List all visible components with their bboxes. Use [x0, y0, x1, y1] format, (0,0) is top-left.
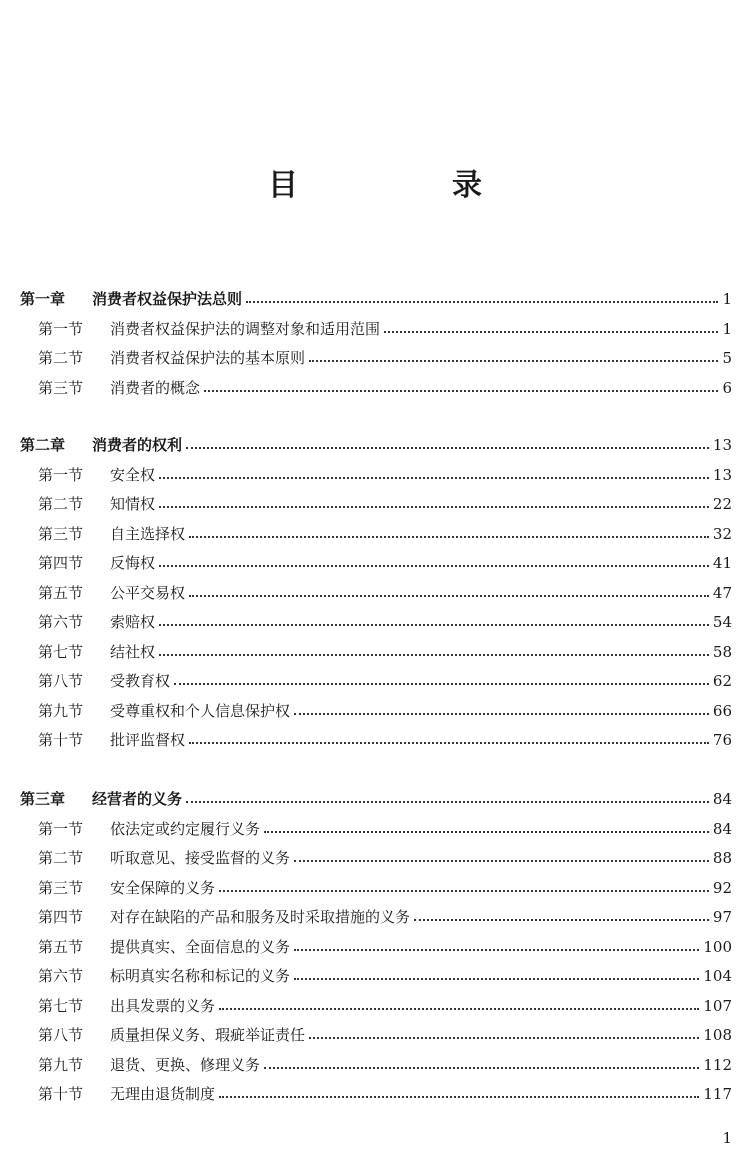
dot-leader — [189, 536, 709, 538]
dot-leader — [309, 1037, 699, 1039]
section-entry[interactable] — [38, 728, 732, 750]
chapter-number: 第二章 — [20, 436, 66, 454]
section-page-number: 97 — [712, 908, 732, 926]
section-page-number: 58 — [712, 642, 732, 661]
section-entry[interactable] — [38, 1023, 732, 1045]
section-entry[interactable] — [38, 551, 732, 573]
section-title: 消费者权益保护法的调整对象和适用范围 — [110, 319, 381, 338]
section-number: 第三节 — [38, 378, 84, 397]
section-entry[interactable] — [38, 669, 732, 691]
section-entry[interactable] — [38, 935, 732, 957]
section-number: 第五节 — [38, 937, 84, 956]
section-entry[interactable] — [38, 817, 732, 839]
section-page-number: 104 — [703, 967, 732, 985]
dot-leader — [219, 890, 709, 892]
chapter-number: 第一章 — [20, 290, 66, 308]
section-number: 第四节 — [38, 908, 84, 926]
section-entry[interactable] — [38, 317, 732, 339]
section-number: 第二节 — [38, 495, 84, 513]
dot-leader — [186, 447, 709, 449]
chapter-number: 第三章 — [20, 790, 66, 808]
section-entry[interactable] — [38, 376, 732, 398]
section-entry[interactable] — [38, 346, 732, 368]
section-page-number: 41 — [712, 554, 732, 572]
section-number: 第十节 — [38, 731, 84, 749]
section-number: 第九节 — [38, 1055, 84, 1074]
section-title: 提供真实、全面信息的义务 — [110, 937, 291, 956]
dot-leader — [174, 683, 709, 685]
section-number: 第一节 — [38, 319, 84, 338]
chapter-entry[interactable] — [20, 287, 732, 309]
section-page-number: 13 — [712, 465, 732, 484]
chapter-title: 消费者的权利 — [92, 436, 183, 454]
chapter-page-number: 84 — [712, 790, 732, 808]
section-entry[interactable] — [38, 964, 732, 986]
section-page-number: 84 — [712, 819, 732, 838]
section-page-number: 47 — [712, 583, 732, 602]
chapter-title: 消费者权益保护法总则 — [92, 290, 243, 308]
section-number: 第六节 — [38, 613, 84, 631]
section-page-number: 6 — [722, 378, 732, 397]
section-page-number: 108 — [703, 1026, 732, 1044]
section-page-number: 117 — [703, 1085, 732, 1103]
dot-leader — [186, 801, 709, 803]
section-title: 自主选择权 — [110, 524, 186, 543]
section-number: 第二节 — [38, 849, 84, 867]
section-title: 安全保障的义务 — [110, 878, 216, 897]
dot-leader — [294, 949, 699, 951]
section-title: 标明真实名称和标记的义务 — [110, 967, 291, 985]
dot-leader — [159, 477, 709, 479]
dot-leader — [264, 1067, 699, 1069]
section-entry[interactable] — [38, 581, 732, 603]
section-entry[interactable] — [38, 905, 732, 927]
section-title: 受教育权 — [110, 672, 171, 690]
section-entry[interactable] — [38, 699, 732, 721]
dot-leader — [219, 1008, 699, 1010]
dot-leader — [204, 390, 718, 392]
section-title: 出具发票的义务 — [110, 996, 216, 1015]
dot-leader — [294, 713, 709, 715]
section-page-number: 92 — [712, 878, 732, 897]
section-page-number: 5 — [722, 349, 732, 367]
dot-leader — [159, 624, 709, 626]
chapter-page-number: 13 — [712, 436, 732, 454]
section-number: 第一节 — [38, 819, 84, 838]
section-number: 第三节 — [38, 524, 84, 543]
section-entry[interactable] — [38, 610, 732, 632]
chapter-entry[interactable] — [20, 787, 732, 809]
section-page-number: 88 — [712, 849, 732, 867]
section-number: 第七节 — [38, 996, 84, 1015]
page-number: 1 — [722, 1129, 732, 1147]
section-page-number: 32 — [712, 524, 732, 543]
section-title: 退货、更换、修理义务 — [110, 1055, 261, 1074]
section-page-number: 100 — [703, 937, 732, 956]
section-number: 第八节 — [38, 672, 84, 690]
section-entry[interactable] — [38, 994, 732, 1016]
section-title: 公平交易权 — [110, 583, 186, 602]
section-title: 消费者的概念 — [110, 378, 201, 397]
dot-leader — [384, 331, 718, 333]
section-title: 无理由退货制度 — [110, 1085, 216, 1103]
chapter-entry[interactable] — [20, 433, 732, 455]
section-number: 第九节 — [38, 701, 84, 720]
section-number: 第六节 — [38, 967, 84, 985]
dot-leader — [309, 360, 718, 362]
section-number: 第二节 — [38, 349, 84, 367]
section-page-number: 1 — [722, 319, 732, 338]
section-title: 结社权 — [110, 642, 156, 661]
dot-leader — [159, 506, 709, 508]
section-page-number: 22 — [712, 495, 732, 513]
section-title: 安全权 — [110, 465, 156, 484]
chapter-page-number: 1 — [722, 290, 732, 308]
section-page-number: 107 — [703, 996, 732, 1015]
section-title: 反悔权 — [110, 554, 156, 572]
section-page-number: 76 — [712, 731, 732, 749]
section-number: 第三节 — [38, 878, 84, 897]
section-entry[interactable] — [38, 1082, 732, 1104]
dot-leader — [414, 919, 709, 921]
section-page-number: 66 — [712, 701, 732, 720]
section-number: 第八节 — [38, 1026, 84, 1044]
section-title: 消费者权益保护法的基本原则 — [110, 349, 306, 367]
section-entry[interactable] — [38, 522, 732, 544]
section-number: 第五节 — [38, 583, 84, 602]
section-number: 第一节 — [38, 465, 84, 484]
section-number: 第四节 — [38, 554, 84, 572]
dot-leader — [264, 831, 709, 833]
section-title: 听取意见、接受监督的义务 — [110, 849, 291, 867]
dot-leader — [294, 978, 699, 980]
dot-leader — [219, 1096, 699, 1098]
section-entry[interactable] — [38, 876, 732, 898]
section-entry[interactable] — [38, 846, 732, 868]
section-entry[interactable] — [38, 640, 732, 662]
section-title: 索赔权 — [110, 613, 156, 631]
page-title: 目 录 — [268, 168, 544, 203]
section-entry[interactable] — [38, 492, 732, 514]
section-page-number: 62 — [712, 672, 732, 690]
section-title: 对存在缺陷的产品和服务及时采取措施的义务 — [110, 908, 411, 926]
section-page-number: 54 — [712, 613, 732, 631]
section-title: 质量担保义务、瑕疵举证责任 — [110, 1026, 306, 1044]
dot-leader — [159, 654, 709, 656]
section-number: 第十节 — [38, 1085, 84, 1103]
section-entry[interactable] — [38, 1053, 732, 1075]
section-page-number: 112 — [703, 1055, 732, 1074]
dot-leader — [159, 565, 709, 567]
section-title: 知情权 — [110, 495, 156, 513]
dot-leader — [189, 742, 709, 744]
dot-leader — [189, 595, 709, 597]
section-title: 批评监督权 — [110, 731, 186, 749]
section-number: 第七节 — [38, 642, 84, 661]
chapter-title: 经营者的义务 — [92, 790, 183, 808]
dot-leader — [246, 301, 718, 303]
section-title: 受尊重权和个人信息保护权 — [110, 701, 291, 720]
dot-leader — [294, 860, 709, 862]
section-entry[interactable] — [38, 463, 732, 485]
section-title: 依法定或约定履行义务 — [110, 819, 261, 838]
